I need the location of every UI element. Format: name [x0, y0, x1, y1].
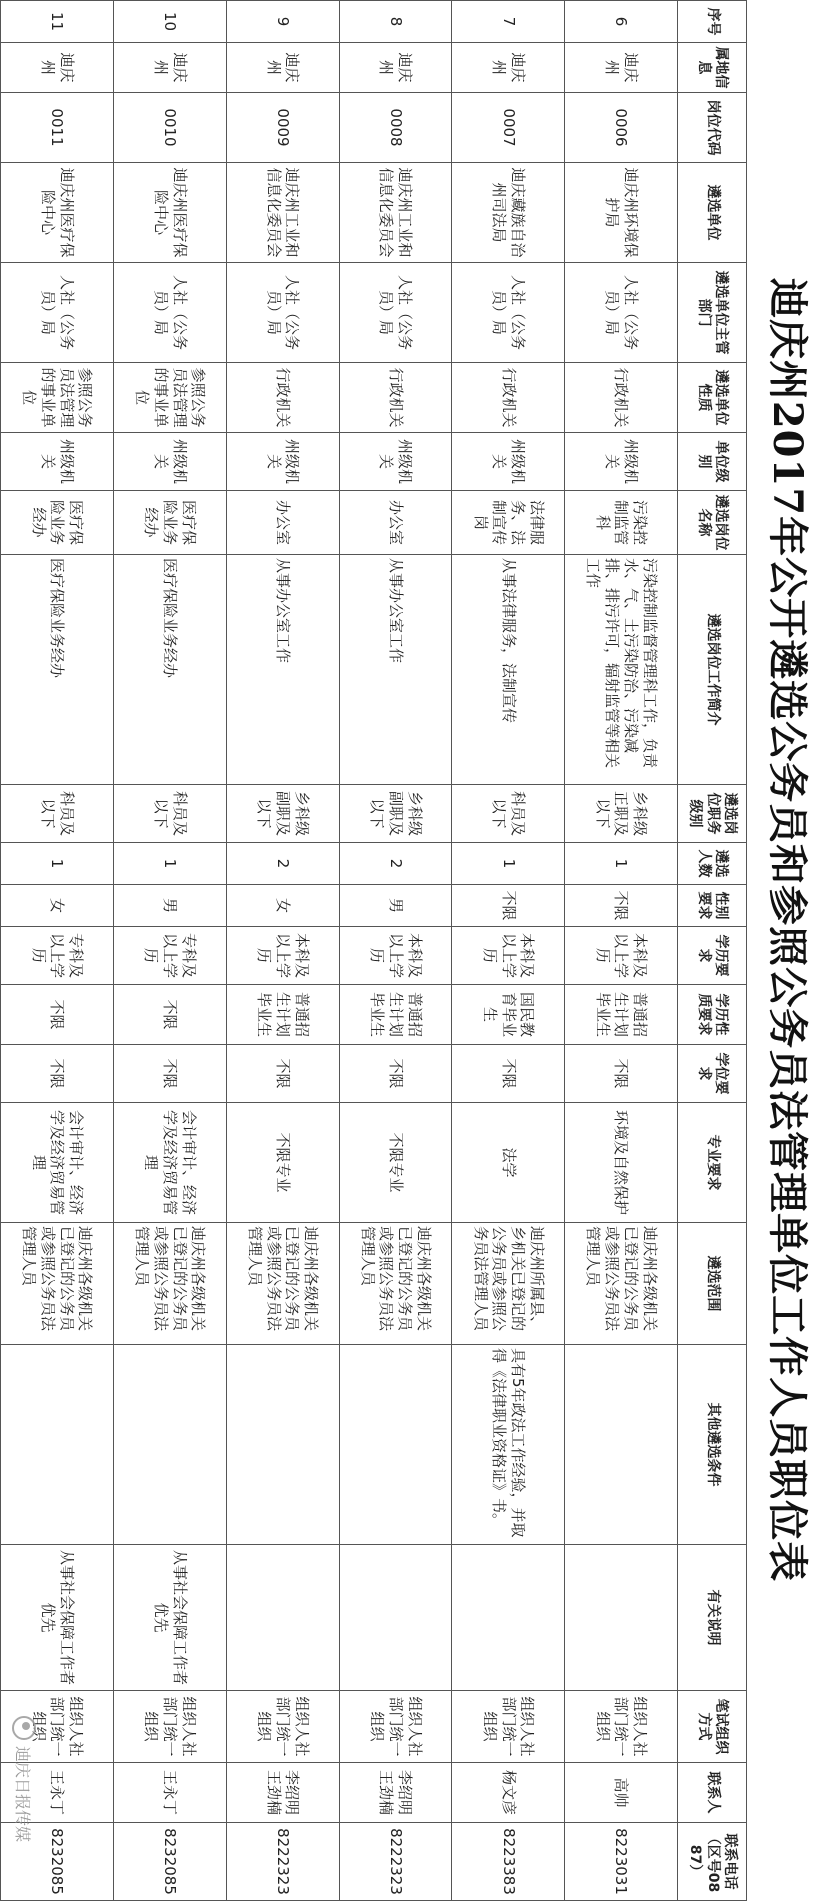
table-cell: 不限: [113, 1045, 226, 1103]
table-cell: 迪庆州: [565, 43, 678, 93]
table-cell: 8222323: [226, 1823, 339, 1901]
table-cell: 医疗保险业务经办: [113, 491, 226, 555]
table-cell: [226, 1545, 339, 1691]
table-cell: 行政机关: [565, 363, 678, 433]
table-cell: [339, 1545, 452, 1691]
table-cell: 从事办公室工作: [226, 555, 339, 785]
table-cell: 不限: [565, 1045, 678, 1103]
table-row: [1, 1, 114, 1901]
table-cell: 迪庆州: [339, 43, 452, 93]
table-cell: 人社（公务员）局: [113, 263, 226, 363]
table-cell: 9: [226, 1, 339, 43]
table-cell: 迪庆州医疗保险中心: [113, 163, 226, 263]
table-cell: 行政机关: [339, 363, 452, 433]
table-cell: 1: [565, 843, 678, 885]
table-row: [452, 1, 565, 1901]
table-cell: 组织人社部门统一组织: [452, 1691, 565, 1763]
header-cell: 性别要求: [678, 885, 747, 927]
table-cell: 组织人社部门统一组织: [226, 1691, 339, 1763]
table-cell: 迪庆州各级机关已登记的公务员或参照公务员法管理人员: [339, 1223, 452, 1345]
watermark-text: 迪庆日报传媒: [13, 1745, 33, 1842]
table-cell: 污染控制监管科: [565, 491, 678, 555]
watermark: [12, 1716, 36, 1842]
table-cell: 法学: [452, 1103, 565, 1223]
document-title: 迪庆州2017年公开遴选公务员和参照公务员法管理单位工作人员职位表: [764, 277, 811, 1583]
table-cell: 本科及以上学历: [565, 927, 678, 985]
table-cell: 11: [1, 1, 114, 43]
table-cell: 不限: [452, 1045, 565, 1103]
table-cell: 专科及以上学历: [1, 927, 114, 985]
table-cell: [565, 1345, 678, 1545]
table-cell: 从事社会保障工作者优先: [1, 1545, 114, 1691]
table-cell: 不限: [339, 1045, 452, 1103]
table-cell: 不限: [565, 885, 678, 927]
header-cell: 遴选岗位工作简介: [678, 555, 747, 785]
table-cell: 迪庆州: [113, 43, 226, 93]
header-cell: 遴选单位性质: [678, 363, 747, 433]
table-cell: 不限: [113, 985, 226, 1045]
table-cell: 2: [226, 843, 339, 885]
table-cell: 会计审计、经济学及经济贸易管理: [113, 1103, 226, 1223]
table-cell: 本科及以上学历: [452, 927, 565, 985]
table-cell: 迪庆州医疗保险中心: [1, 163, 114, 263]
header-cell: 属地信息: [678, 43, 747, 93]
table-cell: 人社（公务员）局: [226, 263, 339, 363]
table-cell: 8232085: [113, 1823, 226, 1901]
table-cell: 迪庆州各级机关已登记的公务员或参照公务员法管理人员: [113, 1223, 226, 1345]
table-cell: 组织人社部门统一组织: [339, 1691, 452, 1763]
header-cell: 遴选岗位职务级别: [678, 785, 747, 843]
table-cell: 本科及以上学历: [339, 927, 452, 985]
table-cell: 从事社会保障工作者优先: [113, 1545, 226, 1691]
table-cell: 普通招生计划毕业生: [339, 985, 452, 1045]
table-cell: 会计审计、经济学及经济贸易管理: [1, 1103, 114, 1223]
table-cell: 参照公务员法管理的事业单位: [1, 363, 114, 433]
table-cell: 2: [339, 843, 452, 885]
header-cell: 其他遴选条件: [678, 1345, 747, 1545]
table-cell: 州级机关: [339, 433, 452, 491]
table-cell: 普通招生计划毕业生: [565, 985, 678, 1045]
table-cell: 州级机关: [113, 433, 226, 491]
table-cell: 法律服务、法制宣传岗: [452, 491, 565, 555]
table-cell: 1: [452, 843, 565, 885]
wechat-logo-icon: [12, 1716, 36, 1740]
table-cell: 迪庆州各级机关已登记的公务员或参照公务员法管理人员: [1, 1223, 114, 1345]
header-cell: 单位级别: [678, 433, 747, 491]
header-cell: 联系电话（区号0887）: [678, 1823, 747, 1901]
table-cell: 7: [452, 1, 565, 43]
table-cell: 组织人社部门统一组织: [565, 1691, 678, 1763]
table-cell: 男: [339, 885, 452, 927]
table-cell: 迪庆藏族自治州司法局: [452, 163, 565, 263]
table-cell: 高帅: [565, 1763, 678, 1823]
table-cell: 李绍明 王劲楠: [339, 1763, 452, 1823]
table-cell: 科员及以下: [452, 785, 565, 843]
table-cell: 人社（公务员）局: [1, 263, 114, 363]
table-cell: 女: [226, 885, 339, 927]
table-cell: 科员及以下: [113, 785, 226, 843]
table-cell: 州级机关: [452, 433, 565, 491]
header-cell: 学历性质要求: [678, 985, 747, 1045]
table-cell: 办公室: [339, 491, 452, 555]
table-cell: 参照公务员法管理的事业单位: [113, 363, 226, 433]
table-cell: 迪庆州各级机关已登记的公务员或参照公务员法管理人员: [565, 1223, 678, 1345]
table-row: [226, 1, 339, 1901]
table-cell: 男: [113, 885, 226, 927]
table-cell: 8: [339, 1, 452, 43]
table-cell: 0010: [113, 93, 226, 163]
table-cell: [339, 1345, 452, 1545]
header-cell: 遴选人数: [678, 843, 747, 885]
table-cell: 不限: [1, 985, 114, 1045]
table-cell: 乡科级正职及以下: [565, 785, 678, 843]
table-cell: 不限: [1, 1045, 114, 1103]
header-cell: 有关说明: [678, 1545, 747, 1691]
table-cell: 专科及以上学历: [113, 927, 226, 985]
table-cell: [565, 1545, 678, 1691]
table-cell: 组织人社部门统一组织: [113, 1691, 226, 1763]
table-cell: 8223031: [565, 1823, 678, 1901]
table-cell: [226, 1345, 339, 1545]
header-cell: 遴选单位主管部门: [678, 263, 747, 363]
header-cell: 遴选单位: [678, 163, 747, 263]
header-cell: 遴选范围: [678, 1223, 747, 1345]
table-cell: 人社（公务员）局: [565, 263, 678, 363]
table-cell: 行政机关: [452, 363, 565, 433]
table-cell: 不限专业: [339, 1103, 452, 1223]
header-cell: 序号: [678, 1, 747, 43]
table-cell: 迪庆州: [226, 43, 339, 93]
table-cell: 杨文彦: [452, 1763, 565, 1823]
table-cell: 0007: [452, 93, 565, 163]
header-cell: 笔试组织方式: [678, 1691, 747, 1763]
table-cell: 乡科级副职及以下: [226, 785, 339, 843]
table-cell: 从事办公室工作: [339, 555, 452, 785]
table-header-row: [678, 1, 747, 1901]
table-cell: 0009: [226, 93, 339, 163]
table-cell: 迪庆州工业和信息化委员会: [339, 163, 452, 263]
table-cell: 迪庆州: [452, 43, 565, 93]
table-cell: 人社（公务员）局: [452, 263, 565, 363]
table-cell: 8223383: [452, 1823, 565, 1901]
table-cell: 王永丁: [1, 1763, 114, 1823]
table-cell: 州级机关: [226, 433, 339, 491]
table-cell: 迪庆州各级机关已登记的公务员或参照公务员法管理人员: [226, 1223, 339, 1345]
header-cell: 遴选岗位名称: [678, 491, 747, 555]
table-cell: 普通招生计划毕业生: [226, 985, 339, 1045]
table-cell: 乡科级副职及以下: [339, 785, 452, 843]
header-cell: 专业要求: [678, 1103, 747, 1223]
table-cell: 医疗保险业务经办: [1, 555, 114, 785]
table-cell: 人社（公务员）局: [339, 263, 452, 363]
table-cell: 医疗保险业务经办: [1, 491, 114, 555]
table-cell: 0006: [565, 93, 678, 163]
table-cell: 具有5年政法工作经验，并取得《法律职业资格证》书。: [452, 1345, 565, 1545]
table-cell: 0011: [1, 93, 114, 163]
table-row: [565, 1, 678, 1901]
header-cell: 学历要求: [678, 927, 747, 985]
table-cell: 办公室: [226, 491, 339, 555]
table-cell: 6: [565, 1, 678, 43]
table-cell: 从事法律服务，法制宣传: [452, 555, 565, 785]
table-cell: [1, 1345, 114, 1545]
table-cell: 污染控制监督管理科工作，负责水、气、土污染防治、污染减排、排污许可，辐射监管等相关工作: [565, 555, 678, 785]
table-cell: 组织人社部门统一组织: [1, 1691, 114, 1763]
table-cell: 1: [113, 843, 226, 885]
table-row: [113, 1, 226, 1901]
table-cell: 医疗保险业务经办: [113, 555, 226, 785]
table-cell: 行政机关: [226, 363, 339, 433]
table-cell: 国民教育毕业生: [452, 985, 565, 1045]
table-cell: 不限: [452, 885, 565, 927]
table-cell: 8232085: [1, 1823, 114, 1901]
header-cell: 岗位代码: [678, 93, 747, 163]
table-row: [339, 1, 452, 1901]
table-cell: 环境及自然保护: [565, 1103, 678, 1223]
table-cell: 迪庆州所属县、乡机关已登记的公务员或参照公务员法管理人员: [452, 1223, 565, 1345]
header-cell: 联系人: [678, 1763, 747, 1823]
table-cell: 王永丁: [113, 1763, 226, 1823]
table-cell: [113, 1345, 226, 1545]
header-cell: 学位要求: [678, 1045, 747, 1103]
table-cell: 迪庆州: [1, 43, 114, 93]
table-cell: 科员及以下: [1, 785, 114, 843]
table-cell: 8222323: [339, 1823, 452, 1901]
table-cell: 李绍明 王劲楠: [226, 1763, 339, 1823]
table-cell: 1: [1, 843, 114, 885]
table-cell: 州级机关: [1, 433, 114, 491]
table-cell: 女: [1, 885, 114, 927]
table-cell: 迪庆州环境保护局: [565, 163, 678, 263]
table-cell: 10: [113, 1, 226, 43]
table-cell: 州级机关: [565, 433, 678, 491]
table-cell: [452, 1545, 565, 1691]
table-cell: 不限专业: [226, 1103, 339, 1223]
table-cell: 0008: [339, 93, 452, 163]
table-cell: 本科及以上学历: [226, 927, 339, 985]
table-cell: 不限: [226, 1045, 339, 1103]
table-cell: 迪庆州工业和信息化委员会: [226, 163, 339, 263]
